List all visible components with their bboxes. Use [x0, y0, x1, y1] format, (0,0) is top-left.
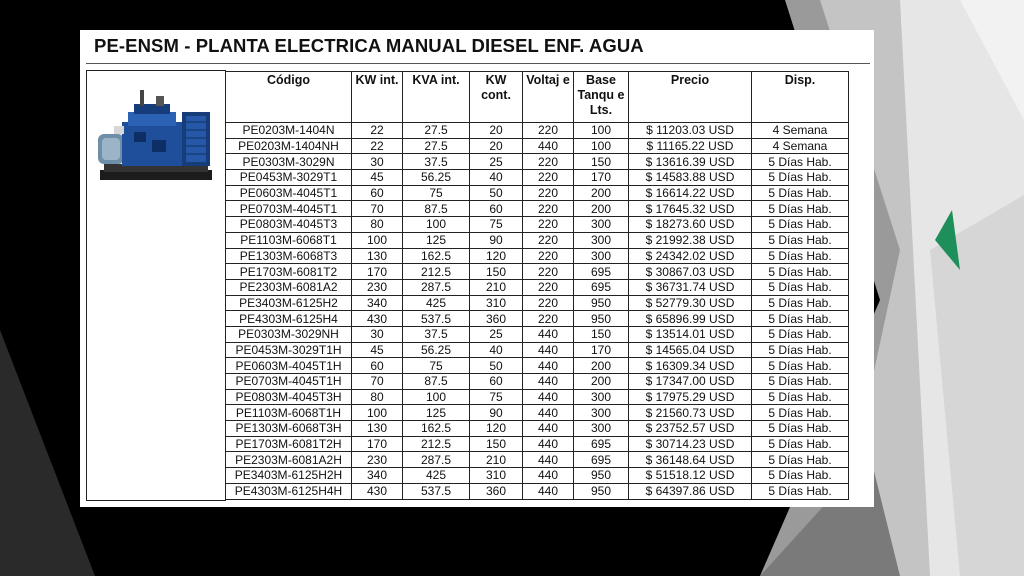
cell-precio: $ 17975.29 USD — [629, 389, 752, 405]
table-row — [226, 170, 849, 186]
cell-kva-int: 100 — [403, 389, 470, 405]
cell-base-tanque: 200 — [574, 185, 629, 201]
cell-kw-cont: 50 — [470, 185, 523, 201]
cell-codigo: PE0203M-1404NH — [226, 138, 352, 154]
cell-kw-cont: 360 — [470, 311, 523, 327]
cell-kw-int: 80 — [352, 217, 403, 233]
cell-voltaje: 440 — [523, 452, 574, 468]
cell-kva-int: 537.5 — [403, 483, 470, 499]
cell-kw-cont: 40 — [470, 342, 523, 358]
header-kva-int: KVA int. — [403, 72, 470, 123]
cell-disp: 5 Días Hab. — [752, 311, 849, 327]
cell-kw-int: 45 — [352, 342, 403, 358]
cell-codigo: PE3403M-6125H2 — [226, 295, 352, 311]
cell-voltaje: 220 — [523, 154, 574, 170]
cell-kva-int: 125 — [403, 405, 470, 421]
cell-kw-cont: 75 — [470, 389, 523, 405]
table-row — [226, 326, 849, 342]
cell-kw-cont: 210 — [470, 279, 523, 295]
cell-base-tanque: 170 — [574, 342, 629, 358]
cell-disp: 5 Días Hab. — [752, 248, 849, 264]
cell-kw-cont: 310 — [470, 468, 523, 484]
cell-kw-int: 22 — [352, 138, 403, 154]
cell-codigo: PE0303M-3029N — [226, 154, 352, 170]
table-row — [226, 138, 849, 154]
cell-base-tanque: 695 — [574, 264, 629, 280]
cell-kva-int: 162.5 — [403, 421, 470, 437]
cell-codigo: PE0603M-4045T1 — [226, 185, 352, 201]
cell-base-tanque: 300 — [574, 405, 629, 421]
table-row — [226, 405, 849, 421]
cell-precio: $ 16614.22 USD — [629, 185, 752, 201]
cell-base-tanque: 300 — [574, 389, 629, 405]
table-row — [226, 389, 849, 405]
cell-precio: $ 14565.04 USD — [629, 342, 752, 358]
cell-kw-cont: 90 — [470, 405, 523, 421]
cell-kw-cont: 20 — [470, 138, 523, 154]
cell-disp: 4 Semana — [752, 138, 849, 154]
cell-kva-int: 162.5 — [403, 248, 470, 264]
table-row — [226, 217, 849, 233]
cell-disp: 5 Días Hab. — [752, 389, 849, 405]
cell-base-tanque: 200 — [574, 374, 629, 390]
cell-disp: 5 Días Hab. — [752, 405, 849, 421]
cell-kva-int: 27.5 — [403, 138, 470, 154]
cell-precio: $ 51518.12 USD — [629, 468, 752, 484]
cell-kw-cont: 60 — [470, 201, 523, 217]
cell-precio: $ 30714.23 USD — [629, 436, 752, 452]
cell-voltaje: 440 — [523, 436, 574, 452]
cell-voltaje: 220 — [523, 170, 574, 186]
cell-kw-int: 170 — [352, 264, 403, 280]
table-row — [226, 154, 849, 170]
cell-disp: 5 Días Hab. — [752, 170, 849, 186]
price-list-panel — [80, 30, 874, 507]
header-base-tanque: Base Tanqu e Lts. — [574, 72, 629, 123]
cell-precio: $ 30867.03 USD — [629, 264, 752, 280]
cell-kw-int: 30 — [352, 326, 403, 342]
cell-precio: $ 11203.03 USD — [629, 123, 752, 139]
cell-kw-cont: 40 — [470, 170, 523, 186]
table-row — [226, 295, 849, 311]
cell-base-tanque: 100 — [574, 123, 629, 139]
cell-voltaje: 220 — [523, 185, 574, 201]
cell-kva-int: 87.5 — [403, 374, 470, 390]
cell-disp: 5 Días Hab. — [752, 342, 849, 358]
table-row — [226, 468, 849, 484]
image-frame-top — [86, 70, 226, 71]
cell-kw-cont: 210 — [470, 452, 523, 468]
cell-precio: $ 24342.02 USD — [629, 248, 752, 264]
cell-kw-int: 70 — [352, 374, 403, 390]
cell-precio: $ 18273.60 USD — [629, 217, 752, 233]
table-row — [226, 123, 849, 139]
cell-kw-int: 70 — [352, 201, 403, 217]
cell-voltaje: 220 — [523, 123, 574, 139]
cell-disp: 5 Días Hab. — [752, 468, 849, 484]
cell-voltaje: 440 — [523, 326, 574, 342]
cell-disp: 5 Días Hab. — [752, 201, 849, 217]
cell-disp: 5 Días Hab. — [752, 217, 849, 233]
cell-kw-int: 60 — [352, 185, 403, 201]
table-row — [226, 232, 849, 248]
cell-codigo: PE0603M-4045T1H — [226, 358, 352, 374]
cell-codigo: PE1303M-6068T3H — [226, 421, 352, 437]
cell-kw-cont: 120 — [470, 248, 523, 264]
cell-precio: $ 16309.34 USD — [629, 358, 752, 374]
table-row — [226, 248, 849, 264]
image-frame-bottom — [86, 500, 226, 501]
cell-voltaje: 440 — [523, 358, 574, 374]
cell-codigo: PE0703M-4045T1H — [226, 374, 352, 390]
cell-kw-int: 430 — [352, 311, 403, 327]
table-row — [226, 452, 849, 468]
cell-base-tanque: 150 — [574, 326, 629, 342]
cell-voltaje: 220 — [523, 217, 574, 233]
table-row — [226, 264, 849, 280]
cell-kw-int: 80 — [352, 389, 403, 405]
cell-base-tanque: 150 — [574, 154, 629, 170]
table-row — [226, 374, 849, 390]
cell-kw-cont: 90 — [470, 232, 523, 248]
table-header-row — [226, 72, 849, 123]
cell-disp: 5 Días Hab. — [752, 358, 849, 374]
price-table — [225, 71, 849, 500]
cell-kva-int: 100 — [403, 217, 470, 233]
cell-kw-int: 170 — [352, 436, 403, 452]
cell-kw-int: 340 — [352, 468, 403, 484]
cell-disp: 5 Días Hab. — [752, 483, 849, 499]
cell-kw-cont: 25 — [470, 326, 523, 342]
cell-kw-int: 100 — [352, 232, 403, 248]
cell-kw-int: 430 — [352, 483, 403, 499]
cell-base-tanque: 695 — [574, 279, 629, 295]
cell-kva-int: 425 — [403, 468, 470, 484]
cell-codigo: PE1703M-6081T2 — [226, 264, 352, 280]
cell-disp: 5 Días Hab. — [752, 295, 849, 311]
cell-base-tanque: 695 — [574, 436, 629, 452]
cell-base-tanque: 695 — [574, 452, 629, 468]
cell-voltaje: 440 — [523, 405, 574, 421]
cell-kw-int: 340 — [352, 295, 403, 311]
cell-kva-int: 75 — [403, 358, 470, 374]
cell-precio: $ 52779.30 USD — [629, 295, 752, 311]
cell-precio: $ 36731.74 USD — [629, 279, 752, 295]
cell-base-tanque: 170 — [574, 170, 629, 186]
cell-base-tanque: 950 — [574, 311, 629, 327]
cell-base-tanque: 300 — [574, 248, 629, 264]
cell-codigo: PE2303M-6081A2H — [226, 452, 352, 468]
cell-base-tanque: 300 — [574, 421, 629, 437]
cell-codigo: PE2303M-6081A2 — [226, 279, 352, 295]
cell-precio: $ 21992.38 USD — [629, 232, 752, 248]
cell-codigo: PE1303M-6068T3 — [226, 248, 352, 264]
cell-codigo: PE0303M-3029NH — [226, 326, 352, 342]
cell-codigo: PE0803M-4045T3 — [226, 217, 352, 233]
table-row — [226, 342, 849, 358]
cell-kva-int: 212.5 — [403, 436, 470, 452]
table-row — [226, 421, 849, 437]
cell-voltaje: 440 — [523, 389, 574, 405]
cell-kva-int: 56.25 — [403, 342, 470, 358]
cell-precio: $ 13616.39 USD — [629, 154, 752, 170]
header-voltaje: Voltaj e — [523, 72, 574, 123]
header-disp: Disp. — [752, 72, 849, 123]
table-row — [226, 185, 849, 201]
diesel-generator-image — [94, 82, 218, 188]
cell-voltaje: 440 — [523, 468, 574, 484]
table-row — [226, 201, 849, 217]
table-row — [226, 279, 849, 295]
cell-kw-cont: 150 — [470, 264, 523, 280]
cell-codigo: PE3403M-6125H2H — [226, 468, 352, 484]
cell-disp: 5 Días Hab. — [752, 264, 849, 280]
cell-kw-int: 230 — [352, 452, 403, 468]
cell-precio: $ 17347.00 USD — [629, 374, 752, 390]
cell-kva-int: 37.5 — [403, 154, 470, 170]
cell-kw-cont: 25 — [470, 154, 523, 170]
cell-kw-int: 230 — [352, 279, 403, 295]
cell-voltaje: 220 — [523, 311, 574, 327]
cell-disp: 5 Días Hab. — [752, 232, 849, 248]
cell-base-tanque: 200 — [574, 201, 629, 217]
cell-kw-cont: 20 — [470, 123, 523, 139]
cell-base-tanque: 300 — [574, 217, 629, 233]
cell-voltaje: 220 — [523, 232, 574, 248]
cell-codigo: PE1703M-6081T2H — [226, 436, 352, 452]
cell-base-tanque: 200 — [574, 358, 629, 374]
cell-kva-int: 425 — [403, 295, 470, 311]
cell-precio: $ 14583.88 USD — [629, 170, 752, 186]
cell-codigo: PE1103M-6068T1H — [226, 405, 352, 421]
cell-base-tanque: 950 — [574, 483, 629, 499]
cell-base-tanque: 950 — [574, 295, 629, 311]
cell-voltaje: 440 — [523, 421, 574, 437]
cell-kva-int: 27.5 — [403, 123, 470, 139]
cell-kw-cont: 75 — [470, 217, 523, 233]
cell-base-tanque: 100 — [574, 138, 629, 154]
table-row — [226, 436, 849, 452]
cell-kva-int: 87.5 — [403, 201, 470, 217]
cell-voltaje: 220 — [523, 248, 574, 264]
cell-kw-cont: 50 — [470, 358, 523, 374]
cell-precio: $ 65896.99 USD — [629, 311, 752, 327]
cell-kw-cont: 310 — [470, 295, 523, 311]
cell-kva-int: 75 — [403, 185, 470, 201]
cell-disp: 5 Días Hab. — [752, 421, 849, 437]
cell-precio: $ 23752.57 USD — [629, 421, 752, 437]
cell-precio: $ 21560.73 USD — [629, 405, 752, 421]
cell-voltaje: 220 — [523, 279, 574, 295]
cell-disp: 4 Semana — [752, 123, 849, 139]
cell-precio: $ 13514.01 USD — [629, 326, 752, 342]
cell-disp: 5 Días Hab. — [752, 452, 849, 468]
table-row — [226, 311, 849, 327]
cell-kw-int: 30 — [352, 154, 403, 170]
cell-voltaje: 440 — [523, 483, 574, 499]
cell-base-tanque: 300 — [574, 232, 629, 248]
table-row — [226, 358, 849, 374]
cell-kw-int: 130 — [352, 248, 403, 264]
cell-base-tanque: 950 — [574, 468, 629, 484]
cell-disp: 5 Días Hab. — [752, 185, 849, 201]
cell-kw-int: 22 — [352, 123, 403, 139]
cell-kva-int: 537.5 — [403, 311, 470, 327]
cell-voltaje: 220 — [523, 201, 574, 217]
cell-codigo: PE0203M-1404N — [226, 123, 352, 139]
cell-disp: 5 Días Hab. — [752, 374, 849, 390]
cell-kw-cont: 120 — [470, 421, 523, 437]
cell-kw-cont: 60 — [470, 374, 523, 390]
cell-precio: $ 17645.32 USD — [629, 201, 752, 217]
cell-kw-cont: 360 — [470, 483, 523, 499]
cell-codigo: PE1103M-6068T1 — [226, 232, 352, 248]
cell-kva-int: 125 — [403, 232, 470, 248]
cell-disp: 5 Días Hab. — [752, 154, 849, 170]
cell-disp: 5 Días Hab. — [752, 326, 849, 342]
cell-kva-int: 56.25 — [403, 170, 470, 186]
header-codigo: Código — [226, 72, 352, 123]
cell-kva-int: 212.5 — [403, 264, 470, 280]
header-kw-cont: KW cont. — [470, 72, 523, 123]
cell-kva-int: 287.5 — [403, 279, 470, 295]
cell-kva-int: 37.5 — [403, 326, 470, 342]
cell-disp: 5 Días Hab. — [752, 279, 849, 295]
cell-precio: $ 64397.86 USD — [629, 483, 752, 499]
cell-codigo: PE4303M-6125H4H — [226, 483, 352, 499]
cell-kw-int: 60 — [352, 358, 403, 374]
cell-voltaje: 440 — [523, 342, 574, 358]
page-title: PE-ENSM - PLANTA ELECTRICA MANUAL DIESEL ENF. AGUA — [94, 35, 644, 56]
cell-kva-int: 287.5 — [403, 452, 470, 468]
cell-voltaje: 440 — [523, 138, 574, 154]
image-frame-left — [86, 70, 87, 501]
header-kw-int: KW int. — [352, 72, 403, 123]
table-row — [226, 483, 849, 499]
cell-kw-int: 130 — [352, 421, 403, 437]
cell-kw-cont: 150 — [470, 436, 523, 452]
table-body — [226, 123, 849, 500]
cell-kw-int: 45 — [352, 170, 403, 186]
cell-precio: $ 36148.64 USD — [629, 452, 752, 468]
cell-codigo: PE4303M-6125H4 — [226, 311, 352, 327]
header-precio: Precio — [629, 72, 752, 123]
cell-precio: $ 11165.22 USD — [629, 138, 752, 154]
cell-voltaje: 220 — [523, 295, 574, 311]
cell-codigo: PE0453M-3029T1H — [226, 342, 352, 358]
title-divider — [86, 63, 870, 64]
cell-codigo: PE0803M-4045T3H — [226, 389, 352, 405]
cell-voltaje: 220 — [523, 264, 574, 280]
cell-kw-int: 100 — [352, 405, 403, 421]
cell-voltaje: 440 — [523, 374, 574, 390]
cell-codigo: PE0453M-3029T1 — [226, 170, 352, 186]
cell-codigo: PE0703M-4045T1 — [226, 201, 352, 217]
cell-disp: 5 Días Hab. — [752, 436, 849, 452]
